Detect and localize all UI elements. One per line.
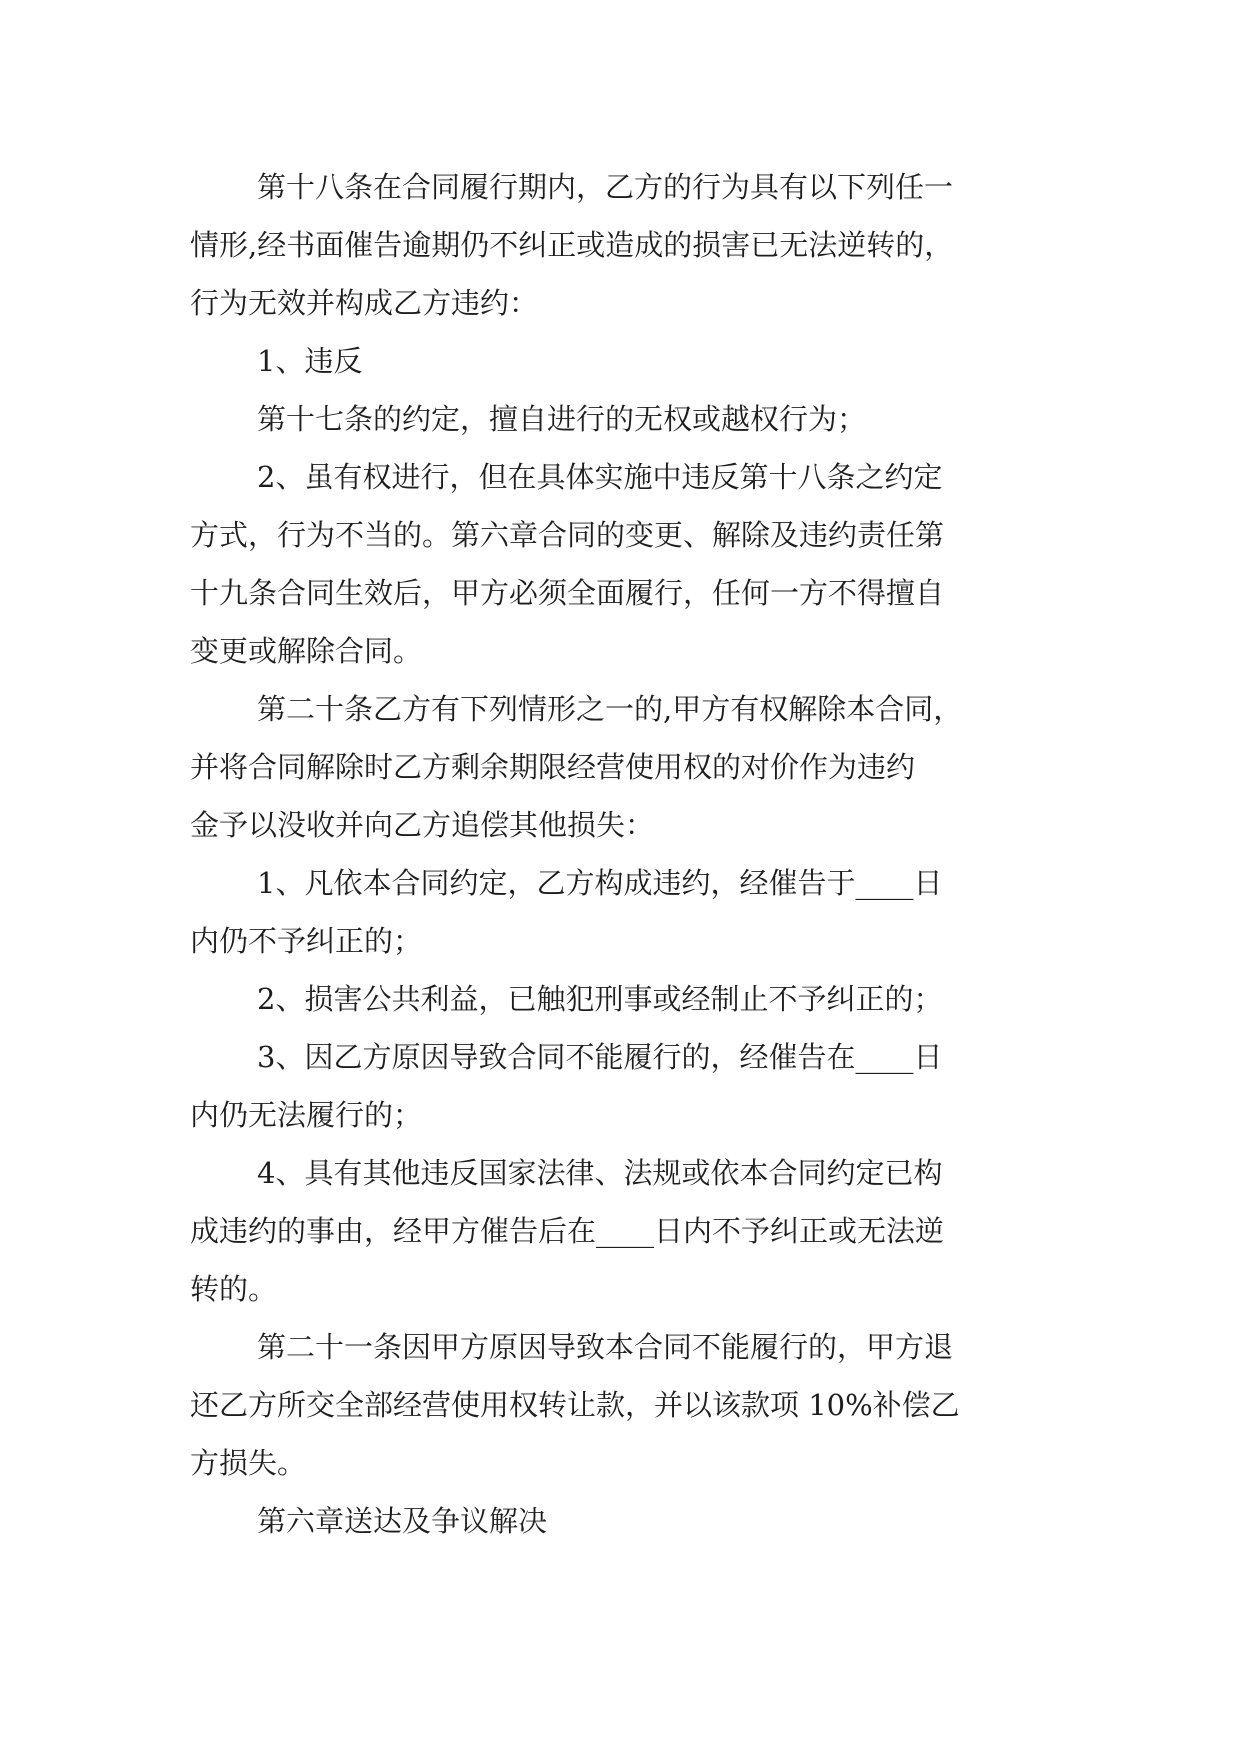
text-line: 第六章送达及争议解决 (257, 1504, 548, 1538)
paragraph (190, 854, 1090, 970)
text-line: 行为无效并构成乙方违约： (190, 286, 539, 320)
paragraph (190, 1492, 1090, 1550)
text-line: 内仍不予纠正的； (190, 924, 423, 958)
paragraph (190, 1144, 1090, 1318)
text-line: 方式，行为不当的。第六章合同的变更、解除及违约责任第 (190, 518, 945, 552)
text-line: 还乙方所交全部经营使用权转让款，并以该款项 10%补偿乙 (190, 1388, 960, 1422)
paragraph (190, 390, 1090, 448)
text-line: 十九条合同生效后，甲方必须全面履行，任何一方不得擅自 (190, 576, 945, 610)
text-line: 2、损害公共利益，已触犯刑事或经制止不予纠正的； (257, 982, 943, 1016)
paragraph (190, 970, 1090, 1028)
paragraph (190, 332, 1090, 390)
paragraph (190, 158, 1090, 332)
text-line: 3、因乙方原因导致合同不能履行的，经催告在____日 (257, 1040, 943, 1074)
text-line: 内仍无法履行的； (190, 1098, 423, 1132)
text-line: 成违约的事由，经甲方催告后在____日内不予纠正或无法逆 (190, 1214, 945, 1248)
text-line: 第十七条的约定，擅自进行的无权或越权行为； (257, 402, 867, 436)
text-line: 1、违反 (257, 344, 363, 378)
text-line: 1、凡依本合同约定，乙方构成违约，经催告于____日 (257, 866, 943, 900)
text-line: 转的。 (190, 1272, 278, 1306)
paragraph (190, 680, 1090, 854)
paragraph (190, 1318, 1090, 1492)
text-line: 4、具有其他违反国家法律、法规或依本合同约定已构 (257, 1156, 943, 1190)
text-line: 金予以没收并向乙方追偿其他损失： (190, 808, 655, 842)
text-line: 情形,经书面催告逾期仍不纠正或造成的损害已无法逆转的， (190, 228, 954, 262)
text-line: 第二十一条因甲方原因导致本合同不能履行的，甲方退 (257, 1330, 954, 1364)
paragraph (190, 1028, 1090, 1144)
text-line: 第十八条在合同履行期内，乙方的行为具有以下列任一 (257, 170, 954, 204)
document-body (190, 158, 1090, 1550)
text-line: 第二十条乙方有下列情形之一的,甲方有权解除本合同， (257, 692, 963, 726)
text-line: 变更或解除合同。 (190, 634, 423, 668)
paragraph (190, 448, 1090, 680)
text-line: 方损失。 (190, 1446, 307, 1480)
text-line: 并将合同解除时乙方剩余期限经营使用权的对价作为违约 (190, 750, 916, 784)
text-line: 2、虽有权进行，但在具体实施中违反第十八条之约定 (257, 460, 943, 494)
